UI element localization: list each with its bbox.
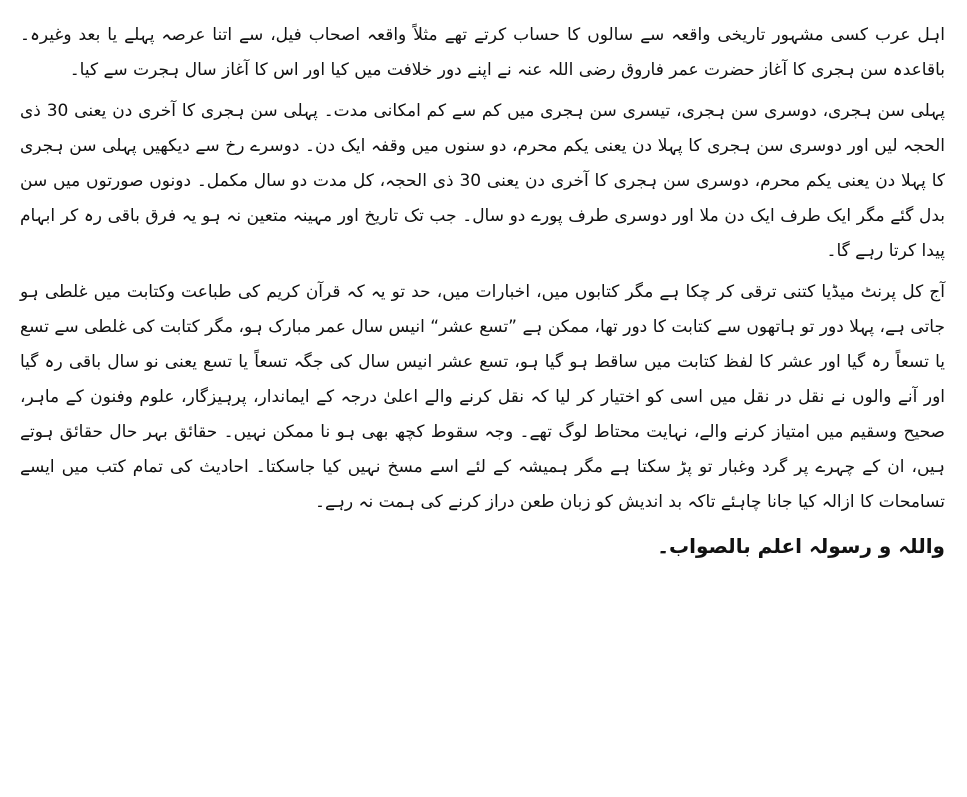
article-body (20, 18, 945, 564)
paragraph-hijri-origin: اہل عرب کسی مشہور تاریخی واقعہ سے سالوں کا حساب کرتے تھے مثلاً واقعہ اصحاب فیل، سے اتنا عرصہ پہلے یا بعد وغیرہ۔ باقاعدہ سن ہجری کا آغاز حضرت عمر فاروق رضی اللہ عنہ نے اپنے دور خلافت میں کیا اور اس کا آغاز سال ہجرت سے کیا۔ (20, 25, 945, 80)
closing-phrase: واللہ و رسولہ اعلم بالصواب۔ (657, 534, 945, 558)
paragraph-scribal-error: آج کل پرنٹ میڈیا کتنی ترقی کر چکا ہے مگر کتابوں میں، اخبارات میں، حد تو یہ کہ قرآن کریم کی طباعت وکتابت میں غلطی ہو جاتی ہے، پہلا دور تو ہاتھوں سے کتابت کا دور تھا، ممکن ہے ”تسع عشر“ انیس سال عمر مبارک ہو، مگر کتابت کی غلطی سے تسع یا تسعاً رہ گیا اور عشر کا لفظ کتابت میں ساقط ہو گیا ہو، تسع عشر انیس سال کی جگہ تسعاً یا تسع یعنی نو سال باقی رہ گیا اور آنے والوں نے نقل در نقل میں اسی کو اختیار کر لیا کہ نقل کرنے والے اعلیٰ درجہ کے ایماندار، پرہیزگار، علوم وفنون کے ماہر، صحیح وسقیم میں امتیاز کرنے والے، نہایت محتاط لوگ تھے۔ وجہ سقوط کچھ بھی ہو نا ممکن نہیں۔ حقائق بہر حال حقائق ہوتے ہیں، ان کے چہرے پر گرد وغبار تو پڑ سکتا ہے مگر ہمیشہ کے لئے اسے مسخ نہیں کیا جاسکتا۔ احادیث کی تمام کتب میں ایسے تسامحات کا ازالہ کیا جانا چاہئے تاکہ بد اندیش کو زبان طعن دراز کرنے کی ہمت نہ رہے۔ (20, 282, 945, 512)
paragraph-hijri-duration: پہلی سن ہجری، دوسری سن ہجری، تیسری سن ہجری میں کم سے کم امکانی مدت۔ پہلی سن ہجری کا آخری دن یعنی 30 ذی الحجہ لیں اور دوسری سن ہجری کا پہلا دن یعنی یکم محرم، دو سنوں میں وقفہ ایک دن۔ دوسرے رخ سے دیکھیں پہلی سن ہجری کا پہلا دن یعنی یکم محرم، دوسری سن ہجری کا آخری دن یعنی 30 ذی الحجہ، کل مدت دو سال مکمل۔ دونوں صورتوں میں سن بدل گئے مگر ایک طرف ایک دن ملا اور دوسری طرف پورے دو سال۔ جب تک تاریخ اور مہینہ متعین نہ ہو یہ فرق باقی رہ کر ابہام پیدا کرتا رہے گا۔ (20, 101, 945, 261)
